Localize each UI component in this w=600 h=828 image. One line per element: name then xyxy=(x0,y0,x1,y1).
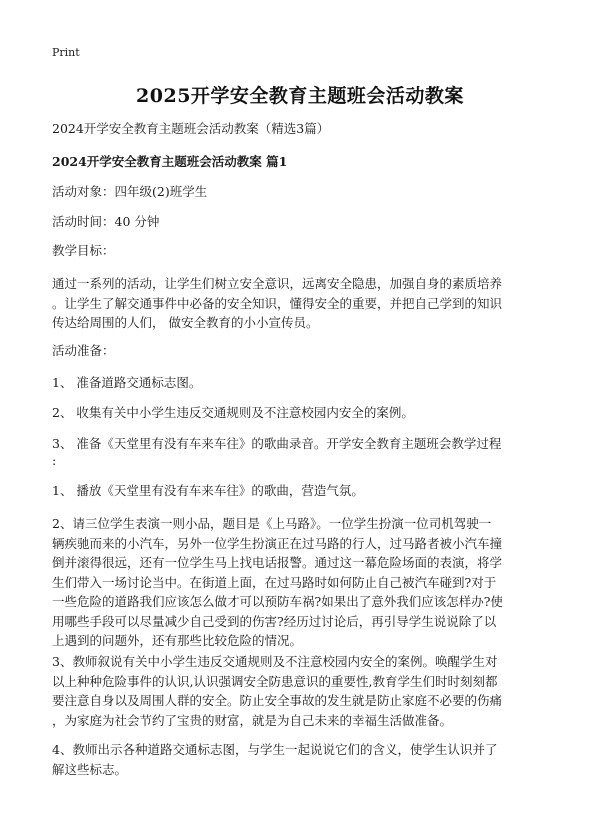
step-2-line: 辆疾驰而来的小汽车，另外一位学生扮演正在过马路的行人，过马路者被小汽车撞 xyxy=(52,535,503,551)
goal-line: 通过一系列的活动，让学生们树立安全意识，远离安全隐患，加强自身的素质培养 xyxy=(52,276,503,291)
step-3-line: 以上种种危险事件的认识,认识强调安全防患意识的重要性,教育学生们时时刻刻都 xyxy=(52,673,498,689)
print-label[interactable]: Print xyxy=(52,46,80,59)
step-2-line: 用哪些手段可以尽量减少自己受到的伤害?经历过讨论后，再引导学生说说除了以 xyxy=(52,613,497,629)
step-2-line: 一些危险的道路我们应该怎么做才可以预防车祸?如果出了意外我们应该怎样办?使 xyxy=(52,594,503,609)
step-1: 1、 播放《天堂里有没有车来车往》的歌曲，营造气氛。 xyxy=(52,483,364,498)
prep-label: 活动准备： xyxy=(52,343,115,358)
activity-time: 活动时间：40 分钟 xyxy=(52,214,160,229)
prep-item-2: 2、 收集有关中小学生违反交通规则及不注意校园内安全的案例。 xyxy=(52,405,414,420)
prep-item-1: 1、 准备道路交通标志图。 xyxy=(52,375,202,390)
goal-paragraph xyxy=(52,274,548,333)
step-2-line: 上遇到的问题外，还有那些比较危险的情况。 xyxy=(52,633,303,648)
activity-target: 活动对象：四年级(2)班学生 xyxy=(52,184,208,199)
step-3-line: ，为家庭为社会节约了宝贵的财富，就是为自己未来的幸福生活做准备。 xyxy=(52,712,453,728)
step-3-line: 要注意自身以及周围人群的安全。防止安全事故的发生就是防止家庭不必要的伤痛 xyxy=(52,693,503,708)
step-2-line: 生们带入一场讨论当中。在街道上面，在过马路时如何防止自己被汽车碰到?对于 xyxy=(52,574,497,590)
step-4-line: 4、教师出示各种道路交通标志图，与学生一起说说它们的含义，使学生认识并了 xyxy=(52,742,498,757)
prep-3-line: 3、 准备《天堂里有没有车来车往》的歌曲录音。开学安全教育主题班会教学过程 xyxy=(52,436,502,451)
step-4-line: 解这些标志。 xyxy=(52,761,128,777)
document-title: 2025开学安全教育主题班会活动教案 xyxy=(136,85,464,107)
goal-line: 传达给周围的人们， 做安全教育的小小宣传员。 xyxy=(52,315,319,330)
step-3-paragraph xyxy=(52,652,548,730)
section-heading: 2024开学安全教育主题班会活动教案 篇1 xyxy=(52,154,288,169)
document-subtitle: 2024开学安全教育主题班会活动教案（精选3篇） xyxy=(52,121,330,136)
goal-label: 教学目标： xyxy=(52,243,115,258)
goal-line: 。让学生了解交通事件中必备的安全知识，懂得安全的重要，并把自己学到的知识 xyxy=(52,295,503,311)
step-2-line: 2、请三位学生表演一则小品，题目是《上马路》。一位学生扮演一位司机驾驶一 xyxy=(52,516,492,531)
prep-item-3 xyxy=(52,434,548,468)
prep-3-line: : xyxy=(52,452,57,468)
step-2-line: 倒并滚得很远，还有一位学生马上找电话报警。通过这一幕危险场面的表演，将学 xyxy=(52,555,503,570)
step-4-paragraph xyxy=(52,740,548,779)
step-2-paragraph xyxy=(52,514,548,651)
step-3-line: 3、教师叙说有关中小学生违反交通规则及不注意校园内安全的案例。唤醒学生对 xyxy=(52,654,498,669)
